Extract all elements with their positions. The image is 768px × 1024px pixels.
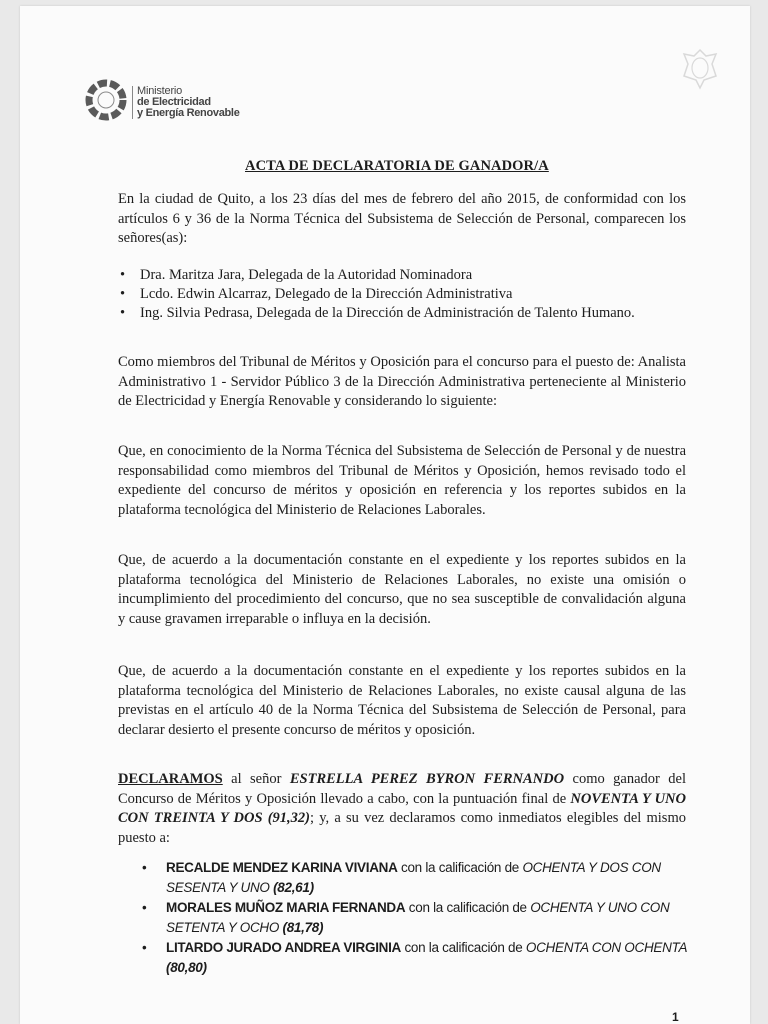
considerando-paragraph-1: Que, en conocimiento de la Norma Técnica del Subsistema de Selección de Personal y de nuestra responsabilidad como miembros del Tribunal de Méritos y Oposición, hemos revisado todo el expediente del concurso de méritos y oposición en referencia y los reportes subidos en la plataforma tecnológica del Ministerio de Relaciones Laborales.: [118, 443, 686, 518]
list-item: • Lcdo. Edwin Alcarraz, Delegado de la Dirección Administrativa: [118, 285, 686, 304]
list-item: [138, 938, 698, 977]
list-item: [138, 858, 698, 897]
declaration-paragraph: [118, 770, 686, 848]
logo-line-3: y Energía Renovable: [137, 107, 240, 119]
list-item: [138, 898, 698, 937]
list-item: • Dra. Maritza Jara, Delegada de la Autoridad Nominadora: [118, 266, 686, 285]
eligible-score: (81,78): [282, 919, 324, 935]
eligible-score: (82,61): [273, 879, 314, 895]
coat-of-arms-icon: [676, 46, 724, 92]
eligible-text: con la calificación de: [405, 900, 531, 915]
eligible-score: (80,80): [166, 959, 207, 975]
eligible-name: LITARDO JURADO ANDREA VIRGINIA: [166, 940, 402, 955]
ministry-logo-text: [132, 86, 240, 119]
list-item: • Ing. Silvia Pedrasa, Delegada de la Dirección de Administración de Talento Humano.: [118, 304, 686, 323]
winner-name: ESTRELLA PEREZ BYRON FERNANDO: [289, 771, 565, 787]
members-list: [118, 266, 686, 323]
ministry-logo: [84, 78, 284, 138]
tribunal-paragraph: Como miembros del Tribunal de Méritos y Oposición para el concurso para el puesto de: Analista Administrativo 1 - Servidor Público 3 de la Dirección Administrativa perteneciente al Ministerio de Electricidad y Energía Renovable y considerando lo siguiente:: [118, 354, 686, 409]
eligible-score-words: OCHENTA Y DOS CON SESENTA Y UNO: [166, 860, 661, 895]
considerando-paragraph-3: Que, de acuerdo a la documentación constante en el expediente y los reportes subidos en la plataforma tecnológica del Ministerio de Relaciones Laborales, no existe causal alguna de las previstas en el artículo 40 de la Norma Técnica del Subsistema de Selección de Personal, para declarar desierto el presente concurso de méritos y oposición.: [118, 663, 686, 738]
eligible-text: con la calificación de: [401, 940, 526, 955]
eligibles-list: [138, 858, 698, 978]
considerando-paragraph-2: Que, de acuerdo a la documentación constante en el expediente y los reportes subidos en la plataforma tecnológica del Ministerio de Relaciones Laborales, no existe una omisión o incumplimiento del procedimiento del concurso, que no sea susceptible de convalidación alguna y cause gravamen irreparable o influya en la decisión.: [118, 552, 686, 627]
eligible-name: MORALES MUÑOZ MARIA FERNANDA: [166, 900, 406, 915]
winner-score: NOVENTA Y UNO CON TREINTA Y DOS (91,32): [118, 790, 686, 826]
eligible-score-words: OCHENTA Y UNO CON SETENTA Y OCHO: [166, 900, 670, 935]
eligible-score-words: OCHENTA CON OCHENTA: [525, 940, 687, 955]
declaration-text: ; y, a su vez declaramos como inmediatos elegibles del mismo puesto a:: [118, 810, 686, 846]
logo-line-2: de Electricidad: [137, 96, 211, 108]
declaration-keyword: DECLARAMOS: [118, 771, 223, 787]
logo-line-1: Ministerio: [137, 85, 183, 97]
ministry-logo-icon: [84, 78, 128, 122]
declaration-text: como ganador del Concurso de Méritos y Oposición llevado a cabo, con la puntuación final de: [118, 771, 686, 807]
declaration-text: al señor: [222, 771, 290, 787]
document-title: ACTA DE DECLARATORIA DE GANADOR/A: [245, 158, 549, 174]
eligible-name: RECALDE MENDEZ KARINA VIVIANA: [166, 860, 398, 875]
document-page: [20, 6, 750, 1024]
eligible-text: con la calificación de: [397, 860, 523, 875]
intro-paragraph: En la ciudad de Quito, a los 23 días del mes de febrero del año 2015, de conformidad con los artículos 6 y 36 de la Norma Técnica del Subsistema de Selección de Personal, comparecen los señores(as):: [118, 191, 686, 246]
page-number: 1: [672, 1010, 679, 1024]
